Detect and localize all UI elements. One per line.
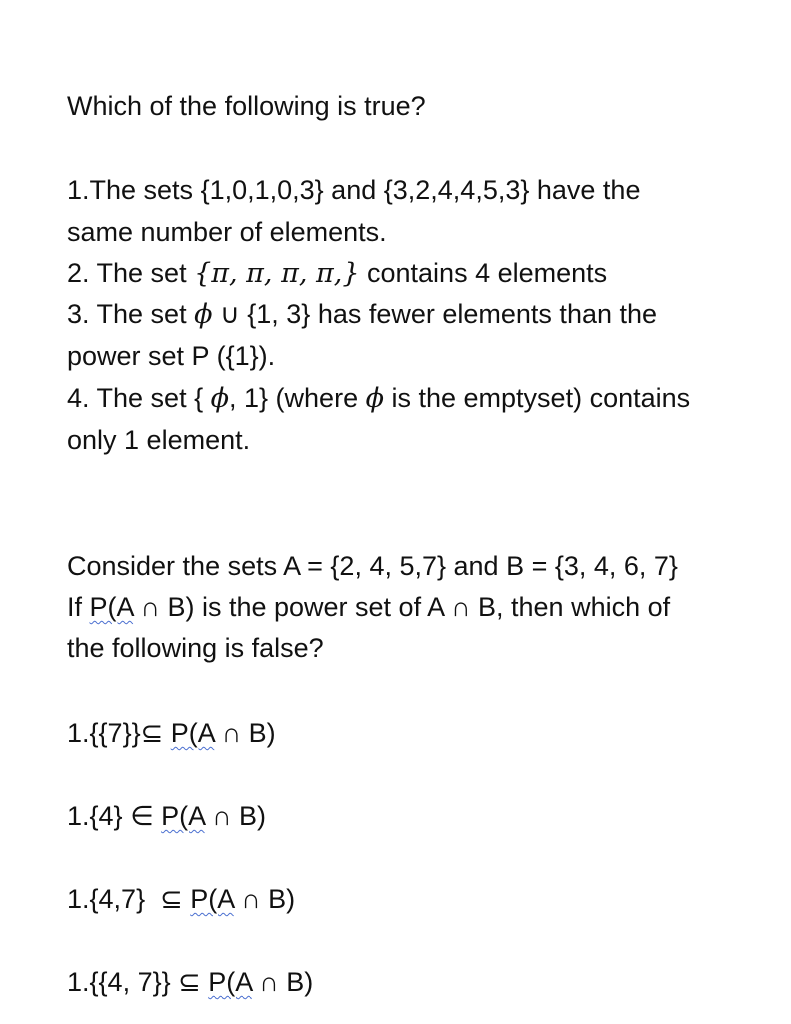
question2-option-4 [67,962,313,1002]
question2-option-3 [67,879,295,919]
option3-prefix: 3. The set [67,299,195,329]
option-suffix: ∩ B) [214,718,276,748]
option4-prefix: 4. The set { [67,383,211,413]
spellcheck-flagged-text: P(A [161,801,205,831]
option-suffix: ∩ B) [204,801,267,831]
question1-option4-line2: only 1 element. [67,425,251,455]
question2-intro-line1: Consider the sets A = {2, 4, 5,7} and B = {3, 4, 6, 7} [67,551,678,581]
option-suffix: ∩ B) [233,884,296,914]
option4-suffix: is the emptyset) contains [384,383,691,413]
question2-option-2 [67,796,266,836]
option-prefix: 1.{4,7} ⊆ [67,884,191,914]
spellcheck-flagged-text: P(A [89,592,134,622]
question1-option3-line2: power set P ({1}). [67,341,276,371]
question1-option4-line1 [67,378,690,419]
intro-line2-suffix: ∩ B) is the power set of A ∩ B, then which of [133,592,671,622]
option4-phi-1: ϕ [210,383,230,414]
spellcheck-flagged-text: P(A [190,884,234,914]
question1-option1-line1: 1.The sets {1,0,1,0,3} and {3,2,4,4,5,3} have the [67,175,641,205]
spellcheck-flagged-text: P(A [208,967,252,997]
question2-option-1 [67,713,276,753]
spellcheck-flagged-text: P(A [170,718,215,748]
option2-suffix: contains 4 elements [359,258,608,288]
option2-prefix: 2. The set [67,258,195,288]
option-prefix: 1.{{4, 7}} ⊆ [67,967,209,997]
option4-phi-2: ϕ [365,383,384,414]
option2-pi-set: {π, π, π, π,} [194,258,360,289]
question1-prompt: Which of the following is true? [67,91,426,121]
question2-intro-line2 [67,587,670,627]
option3-suffix: ∪ {1, 3} has fewer elements than the [212,299,658,329]
option-prefix: 1.{{7}}⊆ [67,718,171,748]
question1-option1-line2: same number of elements. [67,217,387,247]
option-prefix: 1.{4} ∈ [67,801,162,831]
option3-phi: ϕ [194,299,213,330]
question1-option3-line1 [67,294,657,335]
option4-middle: , 1} (where [229,383,366,413]
intro-line2-prefix: If [67,592,90,622]
question2-intro-line3: the following is false? [67,633,324,663]
question1-option2 [67,253,607,294]
option-suffix: ∩ B) [251,967,314,997]
